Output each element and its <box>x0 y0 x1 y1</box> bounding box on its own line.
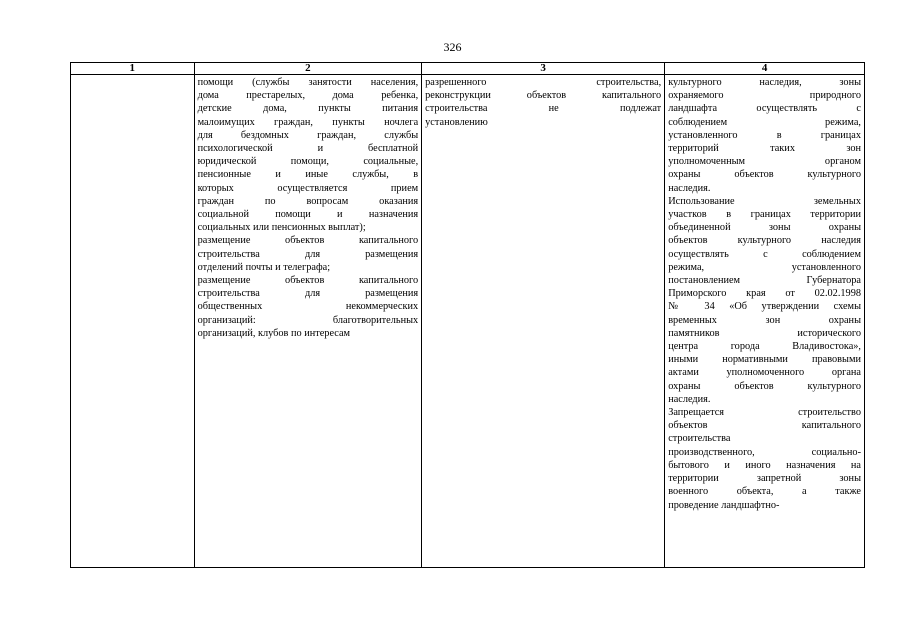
text-line: установленного в границах <box>668 129 861 141</box>
text-line: юридической помощи, социальные, <box>197 156 419 168</box>
text-line: строительства <box>668 433 731 445</box>
text-line: наследия. <box>668 393 711 405</box>
document-table <box>70 62 865 568</box>
text-line: общественных некоммерческих <box>197 301 419 313</box>
text-line: малоимущих граждан, пункты ночлега <box>197 116 419 128</box>
text-line: организаций: благотворительных <box>197 314 419 326</box>
text-line: установлению <box>425 116 488 128</box>
text-line: психологической и бесплатной <box>197 143 419 155</box>
column-header-2: 2 <box>194 63 422 75</box>
text-line: военного объекта, а также <box>668 486 861 498</box>
text-line: осуществлять с соблюдением <box>668 248 861 260</box>
text-line: ландшафта осуществлять с <box>668 103 861 115</box>
text-line: детские дома, пункты питания <box>197 103 419 115</box>
text-line: памятников исторического <box>668 327 861 339</box>
text-line: строительства не подлежат <box>425 103 662 115</box>
column-header-1: 1 <box>71 63 195 75</box>
text-line: охраны объектов культурного <box>668 169 861 181</box>
text-line: проведение ландшафтно- <box>668 499 780 511</box>
text-line: организаций, клубов по интересам <box>197 327 351 339</box>
text-line: которых осуществляется прием <box>197 182 419 194</box>
text-line: помощи (службы занятости населения, <box>197 77 419 88</box>
text-line: размещение объектов капитального <box>197 235 419 247</box>
text-line: строительства для размещения <box>197 248 419 260</box>
text-line: охраняемого природного <box>668 90 861 102</box>
text-line: Запрещается строительство <box>668 407 861 419</box>
text-line: Приморского края от 02.02.1998 <box>668 288 861 300</box>
table-header-row <box>71 63 865 75</box>
table-row <box>71 75 865 568</box>
text-line: отделений почты и телеграфа; <box>197 261 331 273</box>
text-line: пенсионные и иные службы, в <box>197 169 419 181</box>
text-line: территории запретной зоны <box>668 473 861 485</box>
cell-column-2 <box>194 75 422 568</box>
column-header-3: 3 <box>422 63 665 75</box>
text-line: социальной помощи и назначения <box>197 209 419 221</box>
text-line: объектов культурного наследия <box>668 235 861 247</box>
text-line: объектов капитального <box>668 420 861 432</box>
text-line: разрешенного строительства, <box>425 77 662 88</box>
text-line: реконструкции объектов капитального <box>425 90 662 102</box>
text-line: Использование земельных <box>668 195 861 207</box>
page-number: 326 <box>443 40 462 54</box>
text-line: охраны объектов культурного <box>668 380 861 392</box>
column-header-4: 4 <box>665 63 865 75</box>
text-line: иными нормативными правовыми <box>668 354 861 366</box>
text-line: строительства для размещения <box>197 288 419 300</box>
text-line: наследия. <box>668 182 711 194</box>
cell-column-3 <box>422 75 665 568</box>
text-line: граждан по вопросам оказания <box>197 195 419 207</box>
text-line: производственного, социально- <box>668 446 861 458</box>
text-line: размещение объектов капитального <box>197 275 419 287</box>
text-line: для бездомных граждан, службы <box>197 129 419 141</box>
text-line: актами уполномоченного органа <box>668 367 861 379</box>
text-line: участков в границах территории <box>668 209 861 221</box>
cell-column-4 <box>665 75 865 568</box>
text-line: культурного наследия, зоны <box>668 77 861 88</box>
text-line: уполномоченным органом <box>668 156 861 168</box>
text-line: дома престарелых, дома ребенка, <box>197 90 419 102</box>
text-line: постановлением Губернатора <box>668 275 861 287</box>
text-line: социальных или пенсионных выплат); <box>197 222 366 234</box>
text-line: временных зон охраны <box>668 314 861 326</box>
text-line: режима, установленного <box>668 261 861 273</box>
text-line: бытового и иного назначения на <box>668 459 861 471</box>
text-line: территорий таких зон <box>668 143 861 155</box>
text-line: объединенной зоны охраны <box>668 222 861 234</box>
text-line: центра города Владивостока», <box>668 341 861 353</box>
text-line: соблюдением режима, <box>668 116 861 128</box>
cell-column-1 <box>71 75 195 568</box>
text-line: № 34 «Об утверждении схемы <box>668 301 861 313</box>
